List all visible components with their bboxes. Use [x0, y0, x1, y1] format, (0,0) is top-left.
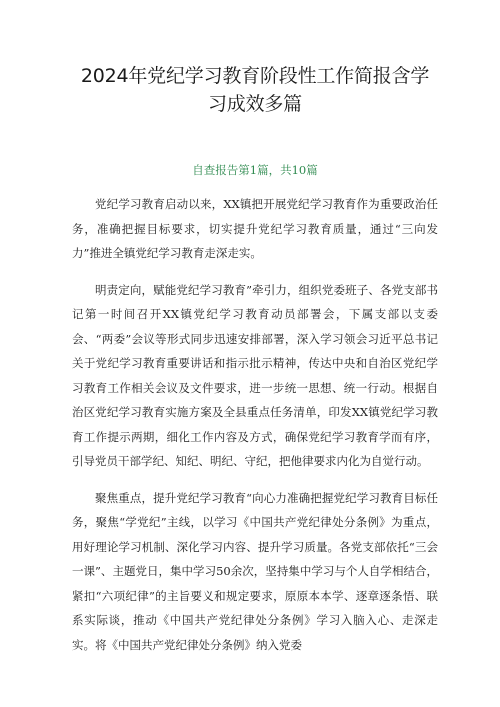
- paragraph-intro: 党纪学习教育启动以来，XX镇把开展党纪学习教育作为重要政治任务，准确把握目标要求，切实提升党纪学习教育质量，通过“三向发力”推进全镇党纪学习教育走深走实。: [72, 197, 438, 260]
- document-title: 2024年党纪学习教育阶段性工作简报含学习成效多篇: [80, 65, 430, 115]
- paragraph-responsibility: 明责定向，赋能党纪学习教育”牵引力，组织党委班子、各党支部书记第一时间召开XX镇党纪学习教育动员部署会，下属支部以支委会、“两委”会议等形式同步迅速安排部署，深入学习领会习近平总书记关于党纪学习教育重要讲话和指示批示精神，传达中央和自治区党纪学习教育工作相关会议及文件要求，进一步统一思想、统一行动。根据自治区党纪学习教育实施方案及全县重点任务清单，印发XX镇党纪学习教育工作提示两期，细化工作内容及方式，确保党纪学习教育学而有序，引导党员干部学纪、知纪、明纪、守纪，把他律要求内化为自觉行动。: [72, 282, 438, 468]
- paragraph-focus: 聚焦重点，提升党纪学习教育“向心力准确把握党纪学习教育目标任务，聚焦“学党纪”主线，以学习《中国共产党纪律处分条例》为重点，用好理论学习机制、深化学习内容、提升学习质量。各党支部依托“三会一课”、主题党日，集中学习50余次，坚持集中学习与个人自学相结合，紧扣“六项纪律”的主旨要义和规定要求，原原本本学、逐章逐条悟、联系实际谈，推动《中国共产党纪律处分条例》学习入脑入心、走深走实。将《中国共产党纪律处分条例》纳入党委: [72, 490, 438, 652]
- document-subtitle: 自查报告第1篇，共10篇: [192, 163, 318, 177]
